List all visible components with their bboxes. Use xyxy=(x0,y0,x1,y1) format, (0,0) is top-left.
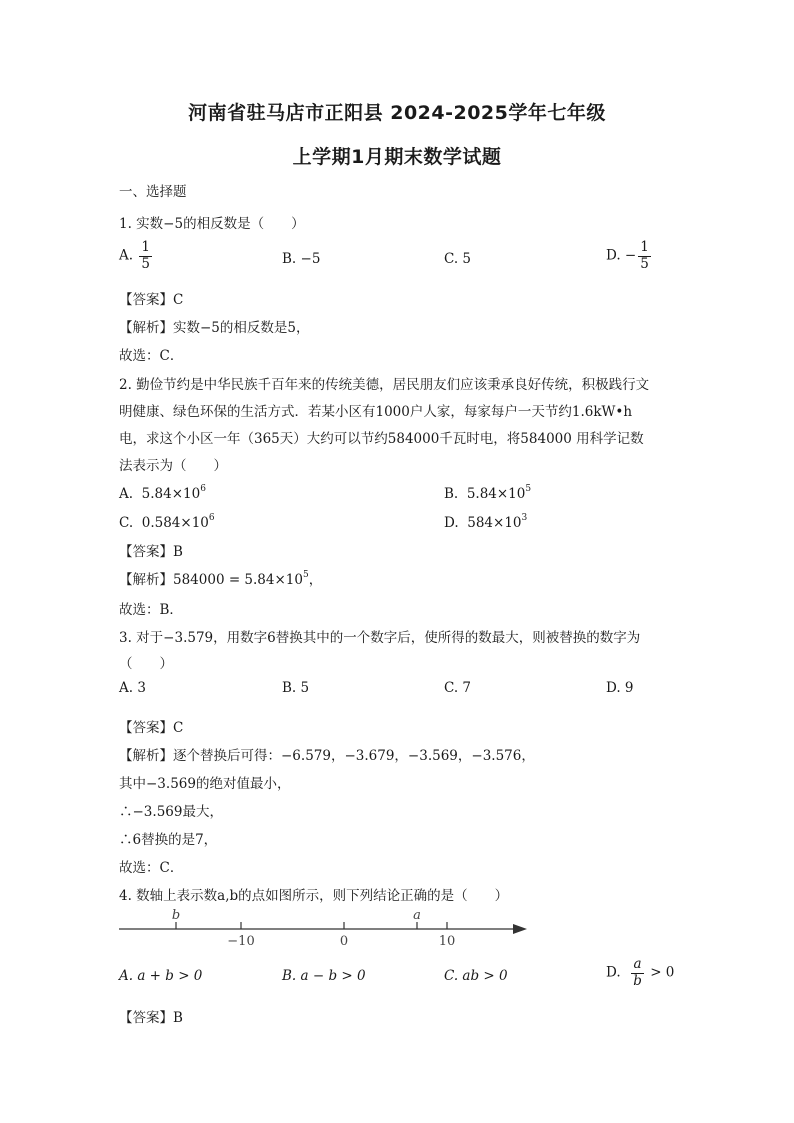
title-line-1: 河南省驻马店市正阳县 2024-2025学年七年级 xyxy=(188,102,606,124)
q4-option-b: B. a − b > 0 xyxy=(282,968,366,984)
q1-option-d: D. − $\frac{1}{5}$ xyxy=(606,239,649,272)
q3-answer: 【答案】C xyxy=(119,720,184,736)
tick-neg10-label: −10 xyxy=(227,934,255,949)
tick-0-label: 0 xyxy=(339,934,349,949)
number-line-arrow-icon xyxy=(513,924,527,934)
q1-stem: 1. 实数−5的相反数是（ ） xyxy=(119,216,305,232)
q4-option-a: A. a + b > 0 xyxy=(119,968,203,984)
q4-option-d: D. $\frac{a}{b}$ > 0 xyxy=(606,956,675,989)
q2-option-b: B. $5.84\times 10^5$ xyxy=(444,484,532,502)
q4-answer: 【答案】B xyxy=(119,1010,183,1026)
q1-option-c: C. 5 xyxy=(444,251,472,267)
q3-option-c: C. 7 xyxy=(444,680,472,696)
number-line xyxy=(119,900,539,950)
q2-option-a: A. $5.84\times 10^6$ xyxy=(119,484,206,502)
q3-conclusion: 故选：C． xyxy=(119,860,184,876)
q4-stem: 4. 数轴上表示数a,b的点如图所示，则下列结论正确的是（ ） xyxy=(119,888,509,904)
q3-option-a: A. 3 xyxy=(119,680,146,696)
q2-option-c: C. $0.584\times 10^6$ xyxy=(119,513,215,531)
tick-10-label: 10 xyxy=(438,934,456,949)
q3-step-1: 其中−3.569的绝对值最小， xyxy=(119,776,291,792)
q1-conclusion: 故选：C． xyxy=(119,348,184,364)
q1-analysis: 【解析】实数−5的相反数是5， xyxy=(119,320,310,336)
q2-stem-line-2: 明健康、绿色环保的生活方式．若某小区有1000户人家，每家每户一天节约1.6kW•h xyxy=(119,404,633,420)
q2-option-d: D. $584\times 10^3$ xyxy=(444,513,528,531)
q3-analysis: 【解析】逐个替换后可得：−6.579，−3.679，−3.569，−3.576， xyxy=(119,748,535,764)
q3-option-d: D. 9 xyxy=(606,680,634,696)
q3-stem-line-1: 3. 对于−3.579，用数字6替换其中的一个数字后，使所得的数最大，则被替换的数字为 xyxy=(119,630,641,646)
q2-answer: 【答案】B xyxy=(119,544,183,560)
point-b-label: b xyxy=(171,908,181,923)
q1-option-b: B. −5 xyxy=(282,251,321,267)
q1-option-a: A. $\frac{1}{5}$ xyxy=(119,239,150,272)
q4-option-c: C. ab > 0 xyxy=(444,968,508,984)
q3-option-b: B. 5 xyxy=(282,680,310,696)
q3-stem-line-2: （ ） xyxy=(119,656,173,672)
q2-stem-line-1: 2. 勤俭节约是中华民族千百年来的传统美德，居民朋友们应该秉承良好传统，积极践行文 xyxy=(119,377,650,393)
section-heading: 一、选择题 xyxy=(119,184,187,200)
q3-step-3: ∴6替换的是7， xyxy=(119,832,218,848)
q3-step-2: ∴−3.569最大， xyxy=(119,804,223,820)
q1-answer: 【答案】C xyxy=(119,292,184,308)
q2-analysis: 【解析】$584000 = 5.84\times 10^5$， xyxy=(119,570,323,588)
q2-stem-line-3: 电，求这个小区一年（365天）大约可以节约584000千瓦时电，将584000 用科学记数 xyxy=(119,431,644,447)
q2-conclusion: 故选：B． xyxy=(119,602,183,618)
point-a-label: a xyxy=(413,908,421,923)
title-line-2: 上学期1月期末数学试题 xyxy=(292,146,502,168)
q2-stem-line-4: 法表示为（ ） xyxy=(119,458,227,474)
